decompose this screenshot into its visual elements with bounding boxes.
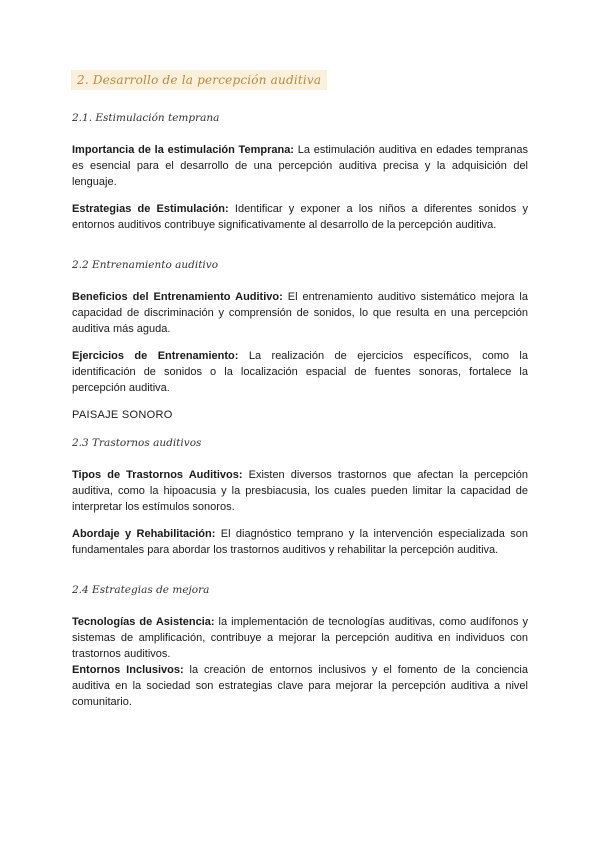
paragraph-abordaje <box>72 526 528 558</box>
paragraph-label: Estrategias de Estimulación: <box>72 203 229 215</box>
paragraph-ejercicios <box>72 348 528 396</box>
paragraph-importancia <box>72 142 528 190</box>
paragraph-label: Beneficios del Entrenamiento Auditivo: <box>72 291 283 303</box>
paragraph-text: La realización de ejercicios específicos, como la identificación de sonidos o la localización espacial de fuentes sonoras, fortalece la percepción auditiva. <box>72 350 528 394</box>
paragraph-text: Existen diversos trastornos que afectan la percepción auditiva, como la hipoacusia y la presbiacusia, los cuales pueden limitar la capacidad de interpretar los estímulos sonoros. <box>72 469 528 513</box>
section-title: 2. Desarrollo de la percepción auditiva <box>71 70 327 90</box>
paragraph-beneficios <box>72 289 528 337</box>
paragraph-text: El diagnóstico temprano y la intervención especializada son fundamentales para abordar los trastornos auditivos y rehabilitar la percepción auditiva. <box>72 528 528 556</box>
paragraph-text: la creación de entornos inclusivos y el fomento de la conciencia auditiva en la sociedad son estrategias clave para mejorar la percepción auditiva a nivel comunitario. <box>72 664 528 708</box>
paragraph-estrategias-estimulacion <box>72 201 528 233</box>
note-paisaje-sonoro: PAISAJE SONORO <box>72 409 173 421</box>
paragraph-text: La estimulación auditiva en edades tempranas es esencial para el desarrollo de una percepción auditiva precisa y la adquisición del lenguaje. <box>72 144 529 188</box>
subheading-trastornos: 2.3 Trastornos auditivos <box>72 437 202 449</box>
subheading-estimulacion: 2.1. Estimulación temprana <box>72 112 220 124</box>
paragraph-label: Tipos de Trastornos Auditivos: <box>72 469 243 481</box>
subheading-entrenamiento: 2.2 Entrenamiento auditivo <box>72 259 219 271</box>
paragraph-text: El entrenamiento auditivo sistemático mejora la capacidad de discriminación y comprensión de sonidos, lo que resulta en una percepción auditiva más aguda. <box>72 291 528 335</box>
paragraph-label: Tecnologías de Asistencia: <box>72 616 215 628</box>
paragraph-label: Entornos Inclusivos: <box>72 664 184 676</box>
paragraph-tecnologias <box>72 614 528 662</box>
paragraph-text: la implementación de tecnologías auditivas, como audífonos y sistemas de amplificación, contribuye a mejorar la percepción auditiva en individuos con trastornos auditivos. <box>72 616 529 660</box>
paragraph-text: Identificar y exponer a los niños a diferentes sonidos y entornos auditivos contribuye significativamente al desarrollo de la percepción auditiva. <box>72 203 528 231</box>
subheading-estrategias-mejora: 2.4 Estrategias de mejora <box>72 584 210 596</box>
paragraph-label: Abordaje y Rehabilitación: <box>72 528 216 540</box>
paragraph-label: Importancia de la estimulación Temprana: <box>72 144 294 156</box>
paragraph-label: Ejercicios de Entrenamiento: <box>72 350 239 362</box>
paragraph-entornos <box>72 662 528 710</box>
paragraph-tipos <box>72 467 528 515</box>
